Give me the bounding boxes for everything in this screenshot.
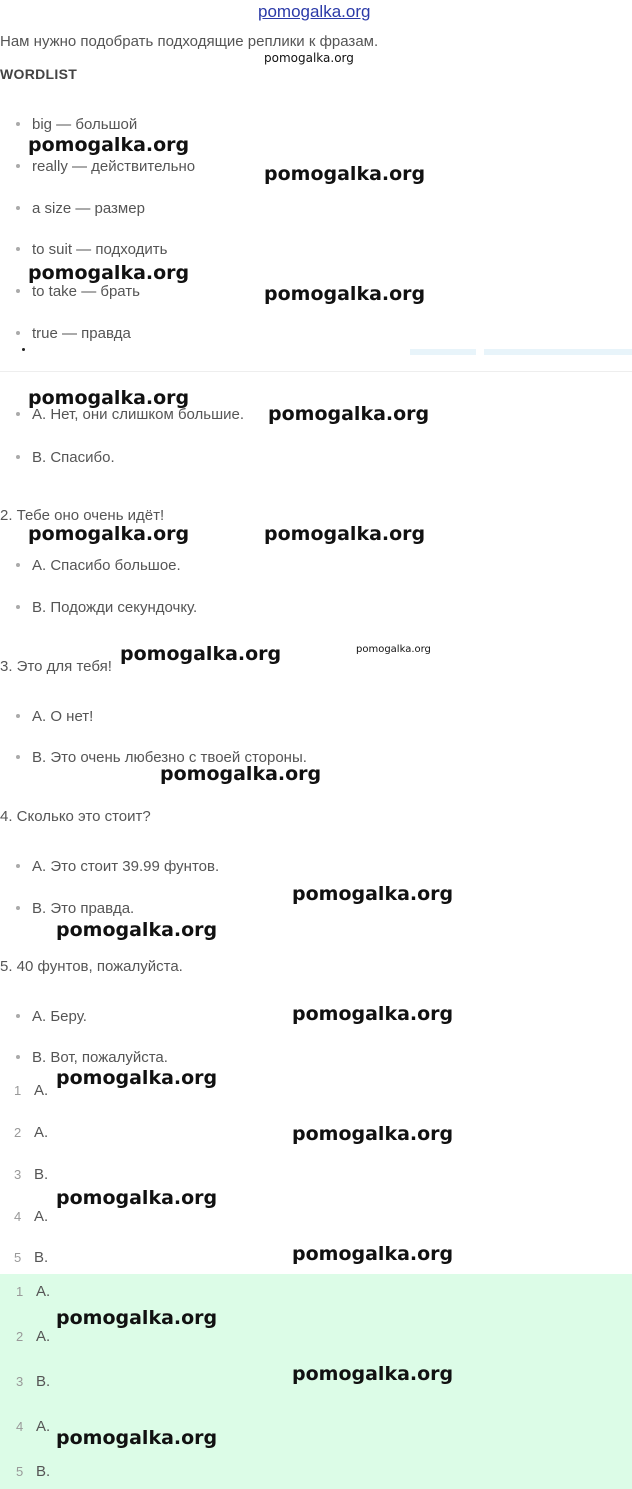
watermark: pomogalka.org [28, 134, 190, 156]
watermark: pomogalka.org [28, 387, 190, 409]
option-item: A. Это стоит 39.99 фунтов. [16, 858, 219, 875]
watermark: pomogalka.org [56, 1187, 218, 1209]
option-item: B. Подожди секундочку. [16, 599, 197, 616]
watermark: pomogalka.org [292, 1243, 454, 1265]
bullet-icon [16, 331, 20, 335]
answer-row: 5 B. [14, 1249, 49, 1266]
option-item: A. Беру. [16, 1008, 87, 1025]
watermark: pomogalka.org [292, 1123, 454, 1145]
scroll-bar-segment [484, 349, 632, 355]
bullet-icon [16, 755, 20, 759]
wordlist-title: WORDLIST [0, 66, 78, 82]
watermark: pomogalka.org [264, 523, 426, 545]
watermark: pomogalka.org [356, 644, 431, 655]
intro-text: Нам нужно подобрать подходящие реплики к фразам. [0, 33, 379, 50]
watermark: pomogalka.org [28, 523, 190, 545]
option-item: A. О нет! [16, 708, 93, 725]
wordlist-item: to suit — подходить [16, 241, 167, 258]
watermark: pomogalka.org [292, 1363, 454, 1385]
watermark: pomogalka.org [56, 919, 218, 941]
stray-dot [22, 348, 25, 351]
answer-row-highlighted: 5 B. [16, 1463, 51, 1480]
bullet-icon [16, 289, 20, 293]
watermark: pomogalka.org [264, 51, 354, 65]
answer-row: 1 A. [14, 1082, 49, 1099]
wordlist-item: big — большой [16, 116, 137, 133]
option-item: B. Это правда. [16, 900, 134, 917]
bullet-icon [16, 906, 20, 910]
option-item: B. Это очень любезно с твоей стороны. [16, 749, 307, 766]
answer-row-highlighted: 2 A. [16, 1328, 51, 1345]
question-text: 4. Сколько это стоит? [0, 808, 151, 825]
answer-row: 3 B. [14, 1166, 49, 1183]
site-link[interactable]: pomogalka.org [258, 2, 371, 21]
wordlist-item: really — действительно [16, 158, 195, 175]
answer-row: 4 A. [14, 1208, 49, 1225]
wordlist-item: to take — брать [16, 283, 140, 300]
option-item: A. Нет, они слишком большие. [16, 406, 244, 423]
wordlist-item: true — правда [16, 325, 131, 342]
bullet-icon [16, 164, 20, 168]
bullet-icon [16, 455, 20, 459]
watermark: pomogalka.org [160, 763, 322, 785]
answer-row-highlighted: 3 B. [16, 1373, 51, 1390]
watermark: pomogalka.org [56, 1427, 218, 1449]
bullet-icon [16, 412, 20, 416]
option-item: B. Спасибо. [16, 449, 115, 466]
bullet-icon [16, 563, 20, 567]
bullet-icon [16, 122, 20, 126]
watermark: pomogalka.org [264, 283, 426, 305]
option-item: A. Спасибо большое. [16, 557, 181, 574]
question-text: 2. Тебе оно очень идёт! [0, 507, 165, 524]
option-item: B. Вот, пожалуйста. [16, 1049, 168, 1066]
watermark: pomogalka.org [56, 1067, 218, 1089]
answer-row-highlighted: 4 A. [16, 1418, 51, 1435]
section-divider [0, 371, 632, 372]
watermark: pomogalka.org [292, 883, 454, 905]
answer-row: 2 A. [14, 1124, 49, 1141]
question-text: 3. Это для тебя! [0, 658, 112, 675]
watermark: pomogalka.org [292, 1003, 454, 1025]
watermark: pomogalka.org [56, 1307, 218, 1329]
question-text: 5. 40 фунтов, пожалуйста. [0, 958, 183, 975]
bullet-icon [16, 1055, 20, 1059]
bullet-icon [16, 864, 20, 868]
bullet-icon [16, 247, 20, 251]
bullet-icon [16, 605, 20, 609]
bullet-icon [16, 714, 20, 718]
bullet-icon [16, 206, 20, 210]
watermark: pomogalka.org [268, 403, 430, 425]
answer-row-highlighted: 1 A. [16, 1283, 51, 1300]
watermark: pomogalka.org [28, 262, 190, 284]
bullet-icon [16, 1014, 20, 1018]
wordlist-item: a size — размер [16, 200, 145, 217]
watermark: pomogalka.org [120, 643, 282, 665]
scroll-bar-segment [410, 349, 476, 355]
watermark: pomogalka.org [264, 163, 426, 185]
